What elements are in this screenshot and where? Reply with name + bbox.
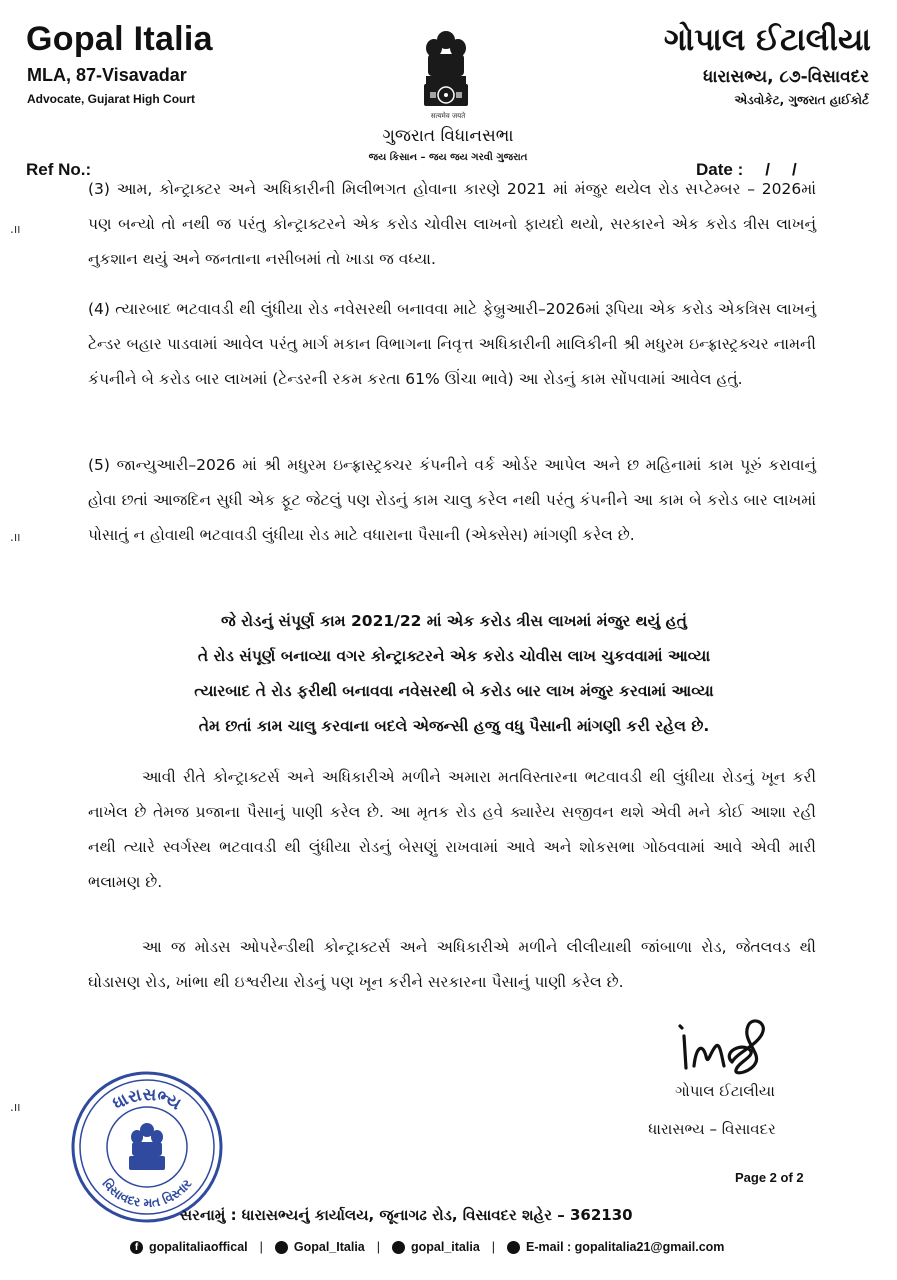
instagram-handle[interactable]: gopal_italia [411,1240,480,1254]
seal-bottom-text: વિસાવદર મત વિસ્તાર [99,1175,195,1211]
paragraph-modus-operandi: આ જ મોડસ ઓપરેન્ડીથી કોન્ટ્રાક્ટર્સ અને અધિકારીએ મળીને લીલીયાથી જાંબાળા રોડ, જેતલવડ થી ઘોડાસણ રોડ, ખાંભા થી ઇશ્વરીયા રોડનું પણ ખૂન કરીને સરકારના પૈસાનું પાણી કરેલ છે. [88,938,816,991]
assembly-name: ગુજરાત વિધાનસભા [382,126,514,146]
page-number: Page 2 of 2 [735,1170,804,1185]
highlight-line: જે રોડનું સંપૂર્ણ કામ 2021/22 માં એક કરોડ ત્રીસ લાખમાં મંજુર થયું હતું [221,612,687,630]
highlight-line: ત્યારબાદ તે રોડ ફરીથી બનાવવા નવેસરથી બે કરોડ બાર લાખ મંજુર કરવામાં આવ્યા [194,682,714,700]
email-address[interactable]: gopalitalia21@gmail.com [574,1240,725,1254]
signatory-name: ગોપાલ ઈટાલીયા [675,1082,775,1100]
email-icon [507,1241,520,1254]
twitter-icon [275,1241,288,1254]
ref-no-label: Ref No.: [26,160,92,179]
facebook-handle[interactable]: gopalitaliaoffical [149,1240,248,1254]
mla-subtitle-english: Advocate, Gujarat High Court [27,92,196,106]
footer-divider: | [491,1240,496,1254]
paragraph-3: (3) આમ, કોન્ટ્રાક્ટર અને અધિકારીની મિલીભગત હોવાના કારણે 2021 માં મંજુર થયેલ રોડ સપ્ટેમ્બર – 2026માં પણ બન્યો તો નથી જ પરંતુ કોન્ટ્રાક્ટરને એક કરોડ ચોવીસ લાખનો ફાયદો થયો, સરકારને એક કરોડ ત્રીસ લાખનું નુકશાન થયું અને જનતાના નસીબમાં તો ખાડા જ વધ્યા. [88,180,816,268]
footer-divider: | [376,1240,380,1254]
highlight-block [90,604,818,744]
mla-name-english: Gopal Italia [26,20,213,58]
scan-edge-mark: .ıı [10,222,21,236]
twitter-handle[interactable]: Gopal_Italia [293,1240,365,1254]
svg-text:ધારાસભ્ય [110,1085,185,1115]
instagram-icon [392,1241,405,1254]
mla-title-english: MLA, 87-Visavadar [27,65,187,85]
national-emblem-icon [418,26,474,114]
highlight-line: તેમ છતાં કામ ચાલુ કરવાના બદલે એજન્સી હજુ વધુ પૈસાની માંગણી કરી રહેલ છે. [198,717,710,735]
letterhead-slogan: જય કિસાન – જય જય ગરવી ગુજરાત [368,152,528,163]
paragraph-4: (4) ત્યારબાદ ભટવાવડી થી લુંધીયા રોડ નવેસરથી બનાવવા માટે ફેબ્રુઆરી–2026માં રૂપિયા એક કરોડ એકત્રિસ લાખનું ટેન્ડર બહાર પાડવામાં આવેલ પરંતુ માર્ગ મકાન વિભાગના નિવૃત્ત અધિકારીની માલિકીની શ્રી મધુરમ ઇન્ફ્રાસ્ટ્રક્ચર નામની કંપનીને બે કરોડ બાર લાખમાં (ટેન્ડરની રકમ કરતા 61% ઊંચા ભાવે) આ રોડનું કામ સોંપવામાં આવેલ હતું. [88,300,816,388]
date-field: Date : / / [696,160,797,179]
footer-divider: | [259,1240,263,1254]
paragraph-conclusion: આવી રીતે કોન્ટ્રાક્ટર્સ અને અધિકારીએ મળીને અમારા મતવિસ્તારના ભટવાવડી થી લુંધીયા રોડનું ખૂન કરી નાખેલ છે તેમજ પ્રજાના પૈસાનું પાણી કરેલ છે. આ મૃતક રોડ હવે ક્યારેય સજીવન થશે એવી મને કોઈ આશા રહી નથી ત્યારે સ્વર્ગસ્થ ભટવાવડી થી લુંધીયા રોડનું બેસણું રાખવામાં આવે અને શોકસભા ગોઠવવામાં આવે એવી મારી ભલામણ છે. [88,768,816,891]
emblem-motto: सत्यमेव जयते [430,112,466,120]
signatory-title: ધારાસભ્ય – વિસાવદર [648,1120,776,1138]
paragraph-5: (5) જાન્યુઆરી–2026 માં શ્રી મધુરમ ઇન્ફ્રાસ્ટ્રક્ચર કંપનીને વર્ક ઓર્ડર આપેલ અને છ મહિનામાં કામ પૂરું કરાવાનું હોવા છતાં આજદિન સુધી એક ફૂટ જેટલું પણ રોડનું કામ ચાલુ કરેલ નથી પરંતુ કંપનીને આ કામ બે કરોડ બાર લાખમાં પોસાતું ન હોવાથી ભટવાવડી લુંધીયા રોડ માટે વધારાના પૈસાની (એક્સેસ) માંગણી કરેલ છે. [88,456,816,544]
scan-edge-mark: .ıı [10,530,21,544]
mla-title-gujarati: ધારાસભ્ય, ૮૭-વિસાવદર [703,67,869,87]
date-label: Date : [696,160,744,179]
scan-edge-mark: .ıı [10,1100,21,1114]
facebook-icon: f [130,1241,143,1254]
handwritten-signature [672,1012,792,1076]
email-label: E-mail : [526,1240,572,1254]
highlight-line: તે રોડ સંપૂર્ણ બનાવ્યા વગર કોન્ટ્રાક્ટરને એક કરોડ ચોવીસ લાખ ચુકવવામાં આવ્યા [197,647,711,665]
office-address: સરનામું : ધારાસભ્યનું કાર્યાલય, જૂનાગઢ રોડ, વિસાવદર શહેર – 362130 [180,1206,633,1224]
contact-footer [130,1240,790,1254]
official-seal-stamp [70,1070,224,1224]
seal-top-text: ધારાસભ્ય [109,1084,185,1115]
mla-name-gujarati: ગોપાલ ઈટાલીયા [663,22,871,58]
mla-subtitle-gujarati: એડવોકેટ, ગુજરાત હાઈકોર્ટ [734,93,869,107]
